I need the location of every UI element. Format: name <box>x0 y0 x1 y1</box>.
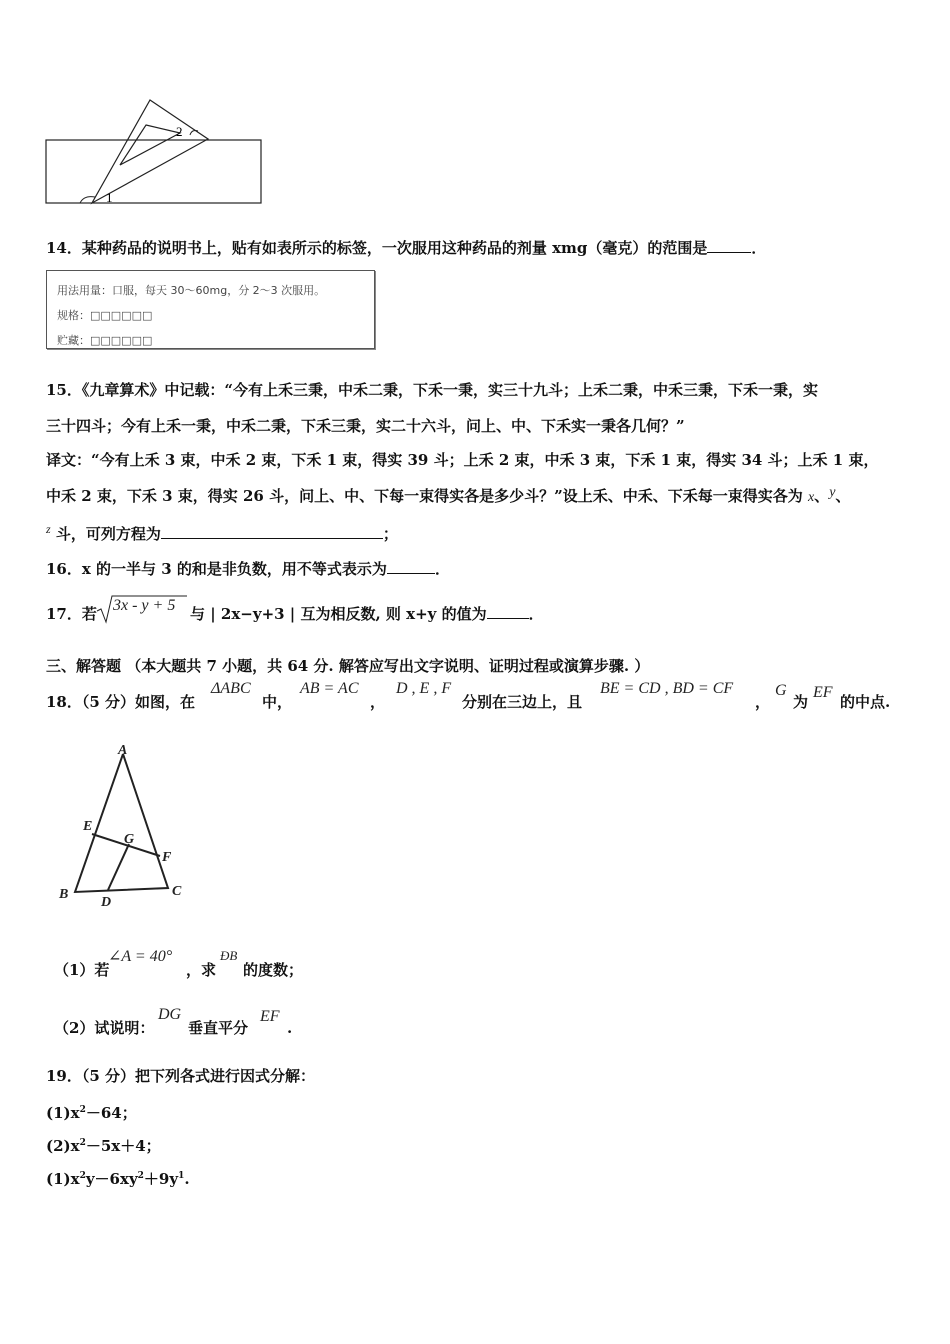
q19-item1-a: (1)x <box>46 1104 80 1122</box>
point-d-label: D <box>101 895 112 910</box>
point-g-label: G <box>124 832 135 847</box>
q16-blank <box>387 559 435 574</box>
q17-radicand: 3x - y + 5 <box>113 597 176 614</box>
q15-tail: ； <box>382 525 398 543</box>
q18-sub2-mid: 垂直平分 <box>188 1019 249 1037</box>
q15-line2: 三十四斗；今有上禾一秉，中禾二秉，下禾三秉，实二十六斗，问上、中、下禾实一秉各几何？” <box>46 417 685 435</box>
point-b-label: B <box>59 887 69 902</box>
q18-sub2-ef: EF <box>260 1008 280 1025</box>
q19-item3-d: . <box>184 1170 190 1188</box>
q18-tri: ΔABC <box>211 680 251 697</box>
set-square-outer <box>92 100 208 203</box>
q19-item2-sup: 2 <box>79 1138 86 1148</box>
q19-item3-a: (1)x <box>46 1170 80 1188</box>
q15-blank <box>161 524 383 539</box>
q18-sub1-mid: ，求 <box>186 961 217 979</box>
q14-text: 14．某种药品的说明书上，贴有如表所示的标签，一次服用这种药品的剂量 xmg（毫克）的范围是 <box>46 239 708 257</box>
q18-sub1-math: ∠A = 40° <box>108 948 173 965</box>
q19-item3-sup3: 1 <box>178 1171 185 1181</box>
q17-prefix: 17．若 <box>46 605 97 623</box>
q19-title: 19．（5 分）把下列各式进行因式分解： <box>46 1067 316 1085</box>
q15-line4 <box>46 486 850 508</box>
q18-eq1: AB = AC <box>300 680 359 697</box>
q19-item1 <box>46 1100 137 1123</box>
q19-item1-sup: 2 <box>79 1105 86 1115</box>
q15-sep2: 、 <box>835 487 851 505</box>
q18-sub2-dg: DG <box>158 1006 182 1023</box>
q17-middle: 与 | 2x−y+3 | 互为相反数, 则 x+y 的值为 <box>190 605 487 623</box>
q17-tail: ． <box>528 605 544 623</box>
q15-line5 <box>46 524 398 545</box>
q15-sep1: 、 <box>814 487 830 505</box>
q14-tail: ． <box>751 239 767 257</box>
q15-line1: 15．《九章算术》中记载：“今有上禾三秉，中禾二秉，下禾一秉，实三十九斗；上禾二秉，中禾三秉，下禾一秉，实 <box>46 381 819 399</box>
angle1-label: 1 <box>106 190 113 205</box>
q18-sub1-end: 的度数； <box>243 961 304 979</box>
q18-comma1: ， <box>370 693 386 711</box>
drug-label-line1: 用法用量：口服，每天 30～60mg，分 2～3 次服用。 <box>57 284 326 297</box>
q18-ef: EF <box>813 684 833 701</box>
q15-line5-text: 斗，可列方程为 <box>55 525 161 543</box>
point-a-label: A <box>118 743 128 758</box>
angle2-label: 2 <box>176 124 183 139</box>
q18-sub2-end: . <box>287 1019 293 1037</box>
q18-mid1: 中， <box>262 693 293 711</box>
q15-line3: 译文：“今有上禾 3 束，中禾 2 束，下禾 1 束，得实 39 斗；上禾 2 束，中禾 3 束，下禾 1 束，得实 34 斗；上禾 1 束， <box>46 451 879 469</box>
angle2-arc <box>190 131 198 136</box>
q19-item3-sup1: 2 <box>79 1171 86 1181</box>
q19-item2-a: (2)x <box>46 1137 80 1155</box>
q18-eq2: BE = CD , BD = CF <box>600 680 734 697</box>
point-e-label: E <box>83 819 93 834</box>
q14-blank <box>707 238 751 253</box>
q19-item2-b: －5x＋4； <box>85 1137 161 1155</box>
q19-item3 <box>46 1166 190 1189</box>
q19-item1-b: －64； <box>85 1104 137 1122</box>
q15-var-y: y <box>829 485 836 500</box>
q16-text: 16．x 的一半与 3 的和是非负数，用不等式表示为 <box>46 560 387 578</box>
q19-item3-c: ＋9y <box>143 1170 179 1188</box>
drug-label-line2: 规格：□□□□□□ <box>57 309 153 322</box>
section-3-heading: 三、解答题 （本大题共 7 小题，共 64 分. 解答应写出文字说明、证明过程或演算步骤. ） <box>46 657 650 675</box>
q15-var-x: x <box>807 490 815 505</box>
q18-wei: 为 <box>793 693 809 711</box>
q18-prefix: 18．（5 分）如图，在 <box>46 693 196 711</box>
q19-item3-sup2: 2 <box>137 1171 144 1181</box>
drug-label-line3: 贮藏：□□□□□□ <box>57 334 153 347</box>
q17-blank <box>487 604 529 619</box>
q16-line <box>46 559 450 579</box>
segment-dg <box>108 844 129 890</box>
ruler-rect <box>46 140 261 203</box>
point-c-label: C <box>172 884 182 899</box>
q18-sub1-math2: ÐB <box>220 948 238 963</box>
q18-sub2-prefix: （2）试说明： <box>54 1019 155 1037</box>
drug-label-box <box>46 270 375 349</box>
q18-points: D , E , F <box>396 680 452 697</box>
q14-line <box>46 238 766 258</box>
q18-sub1-prefix: （1）若 <box>54 961 110 979</box>
q15-var-z: z <box>46 522 51 536</box>
triangle-abc-figure <box>55 740 195 910</box>
q18-mid2: 分别在三边上，且 <box>462 693 583 711</box>
q16-tail: ． <box>434 560 450 578</box>
q17-rest <box>190 604 544 624</box>
q15-line4-text: 中禾 2 束，下禾 3 束，得实 26 斗，问上、中、下每一束得实各是多少斗？”设上禾、中禾、下禾每一束得实各为 <box>46 487 803 505</box>
q18-g: G <box>775 682 787 699</box>
q18-comma2: ， <box>755 693 771 711</box>
q18-end: 的中点. <box>840 693 891 711</box>
ruler-triangle-figure <box>40 95 270 210</box>
q19-item2 <box>46 1133 161 1156</box>
q19-item3-b: y－6xy <box>85 1170 138 1188</box>
point-f-label: F <box>162 850 172 865</box>
